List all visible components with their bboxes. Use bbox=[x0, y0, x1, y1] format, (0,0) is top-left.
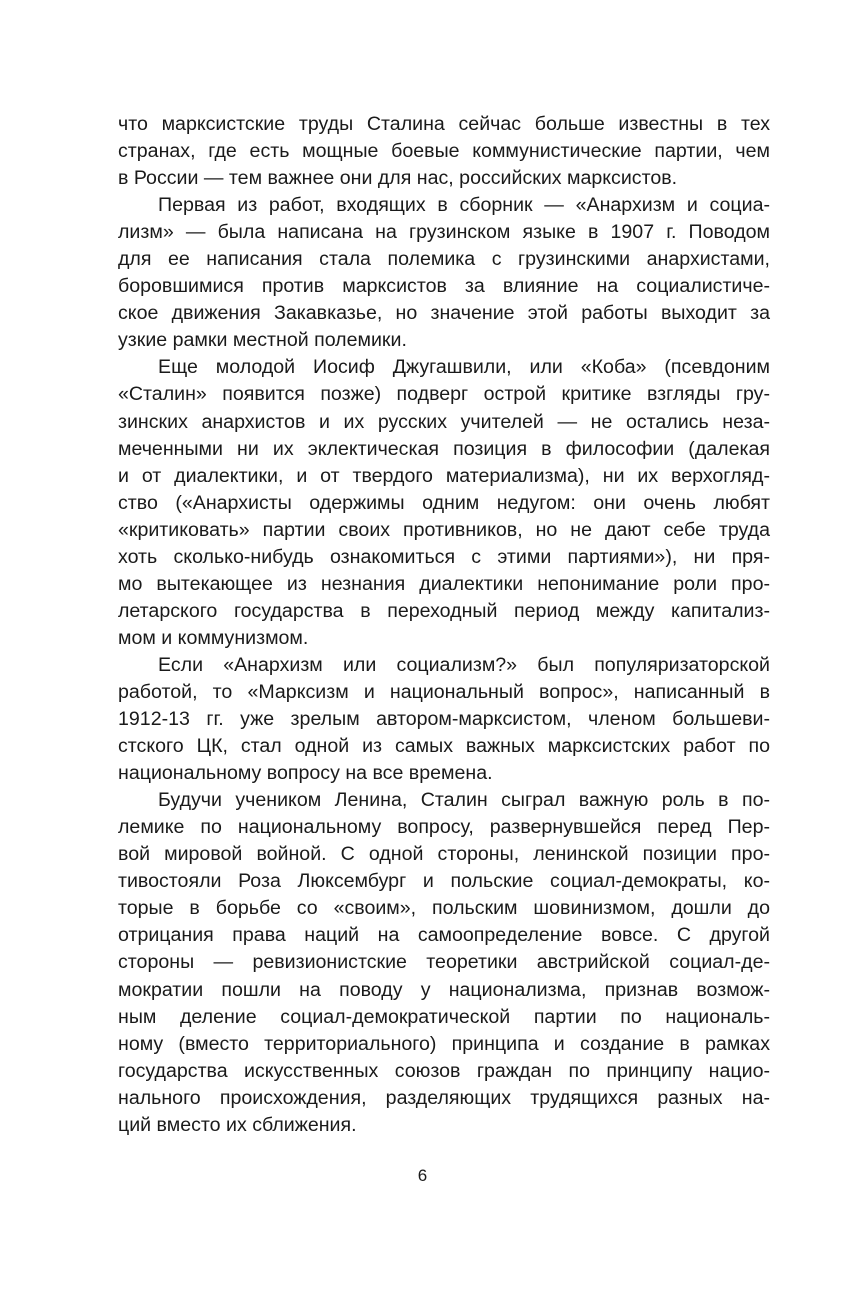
paragraph bbox=[118, 354, 770, 652]
text-line: 1912-13 гг. уже зрелым автором-марксистом, членом большеви- bbox=[118, 708, 770, 731]
text-line: лизм» — была написана на грузинском языке в 1907 г. Поводом bbox=[118, 221, 770, 244]
text-line: что марксистские труды Сталина сейчас больше известны в тех bbox=[118, 113, 770, 135]
text-line: зинских анархистов и их русских учителей — не остались неза- bbox=[118, 410, 770, 433]
text-line: Еще молодой Иосиф Джугашвили, или «Коба» (псевдоним bbox=[158, 356, 770, 379]
text-line: для ее написания стала полемика с грузинскими анархистами, bbox=[118, 248, 770, 271]
text-line: странах, где есть мощные боевые коммунистические партии, чем bbox=[118, 140, 770, 163]
text-line: работой, то «Марксизм и национальный вопрос», написанный в bbox=[118, 680, 770, 703]
text-line: нального происхождения, разделяющих трудящихся разных на- bbox=[118, 1086, 770, 1109]
text-line: вой мировой войной. С одной стороны, ленинской позиции про- bbox=[118, 843, 770, 866]
text-line: хоть сколько-нибудь ознакомиться с этими партиями»), ни пря- bbox=[118, 545, 770, 568]
text-line: стороны — ревизионистские теоретики австрийской социал-де- bbox=[118, 951, 770, 974]
text-line: мократии пошли на поводу у национализма, признав возмож- bbox=[118, 978, 770, 1001]
text-line: узкие рамки местной полемики. bbox=[118, 329, 407, 352]
text-line: отрицания права наций на самоопределение вовсе. С другой bbox=[118, 924, 770, 947]
text-line: Будучи учеником Ленина, Сталин сыграл важную роль в по- bbox=[158, 789, 770, 812]
text-line: ство («Анархисты одержимы одним недугом: они очень любят bbox=[118, 491, 770, 514]
text-line: национальному вопросу на все времена. bbox=[118, 762, 493, 785]
text-line: лемике по национальному вопросу, развернувшейся перед Пер- bbox=[118, 816, 770, 839]
text-line: летарского государства в переходный период между капитализ- bbox=[118, 599, 770, 622]
text-line: мо вытекающее из незнания диалектики непонимание роли про- bbox=[118, 572, 770, 595]
text-line: торые в борьбе со «своим», польским шовинизмом, дошли до bbox=[118, 897, 770, 920]
text-line: стского ЦК, стал одной из самых важных марксистских работ по bbox=[118, 735, 770, 758]
text-line: боровшимися против марксистов за влияние на социалистиче- bbox=[118, 275, 770, 298]
paragraph bbox=[118, 787, 770, 1139]
text-line: ское движения Закавказье, но значение этой работы выходит за bbox=[118, 302, 770, 325]
text-line: Первая из работ, входящих в сборник — «Анархизм и социа- bbox=[158, 194, 770, 217]
paragraph bbox=[118, 192, 770, 354]
text-line: «критиковать» партии своих противников, но не дают себе труда bbox=[118, 518, 770, 541]
text-line: тивостояли Роза Люксембург и польские социал-демократы, ко- bbox=[118, 870, 770, 893]
text-line: и от диалектики, и от твердого материализма), ни их верхогляд- bbox=[118, 464, 770, 487]
text-line: Если «Анархизм или социализм?» был популяризаторской bbox=[158, 653, 770, 676]
text-line: меченными ни их эклектическая позиция в философии (далекая bbox=[118, 437, 770, 460]
paragraph bbox=[118, 652, 770, 787]
text-line: ций вместо их сближения. bbox=[118, 1113, 357, 1136]
text-line: «Сталин» появится позже) подверг острой критике взгляды гру- bbox=[118, 383, 770, 406]
paragraph bbox=[118, 111, 770, 192]
text-line: ным деление социал-демократической партии по националь- bbox=[118, 1005, 770, 1028]
page-number: 6 bbox=[417, 1166, 428, 1185]
page-body-text bbox=[118, 111, 770, 1139]
text-line: ному (вместо территориального) принципа и создание в рамках bbox=[118, 1032, 770, 1055]
text-line: в России — тем важнее они для нас, российских марксистов. bbox=[118, 167, 678, 190]
text-line: мом и коммунизмом. bbox=[118, 626, 309, 649]
text-line: государства искусственных союзов граждан по принципу нацио- bbox=[118, 1059, 770, 1082]
